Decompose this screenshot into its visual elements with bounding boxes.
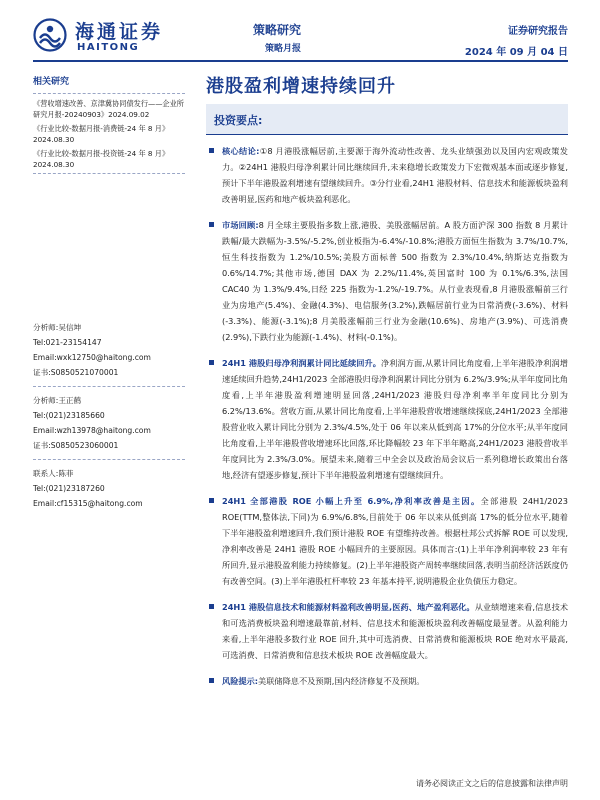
company-logo bbox=[33, 16, 164, 56]
disclaimer-footer: 请务必阅读正文之后的信息披露和法律声明 bbox=[416, 779, 568, 788]
analyst-email[interactable]: Email:wzh13978@haitong.com bbox=[33, 426, 151, 435]
related-item[interactable]: 《营收增速改善、京津冀协同债发行——企业所研究月报-20240903》2024.09.02 bbox=[33, 99, 184, 119]
analyst-tel: Tel:(021)23185660 bbox=[33, 411, 105, 420]
bullet-heading: 24H1 全部港股 ROE 小幅上升至 6.9%,净利率改善是主因。 bbox=[222, 496, 481, 506]
bullet-heading: 24H1 港股信息技术和能源材料盈利改善明显,医药、地产盈利恶化。 bbox=[222, 602, 475, 612]
analyst-name: 分析师:吴信坤 bbox=[33, 323, 82, 332]
bullet-text: 美联储降息不及预期,国内经济修复不及预期。 bbox=[258, 676, 425, 686]
analyst-cert: 证书:S0850523060001 bbox=[33, 441, 119, 450]
bullet-net-profit bbox=[206, 355, 568, 483]
bullet-text: 从业绩增速来看,信息技术和可选消费板块盈利增速最靠前,材料、信息技术和能源板块盈利改善幅度最显著。从盈利能力来看,上半年港股多数行业 ROE 回升,其中可选消费、日常消费和能源板块 ROE 绝对水平最高,可选消费、日常消费和信息技术板块 ROE 改善幅度最大。 bbox=[222, 602, 569, 660]
report-title: 港股盈利增速持续回升 bbox=[206, 76, 396, 97]
haitong-logo-icon bbox=[33, 18, 67, 52]
investment-highlights-title: 投资要点: bbox=[214, 114, 263, 127]
related-item[interactable]: 《行业比较-数据月报-投资链-24 年 8 月》2024.08.30 bbox=[33, 149, 170, 169]
report-body bbox=[206, 143, 568, 699]
contact-email[interactable]: Email:cf15315@haitong.com bbox=[33, 499, 143, 508]
bullet-sectors bbox=[206, 599, 568, 663]
report-date: 2024 年 09 月 04 日 bbox=[464, 47, 568, 58]
bullet-text: 8 月全球主要股指多数上涨,港股、美股涨幅居前。A 股方面沪深 300 指数 8 月累计跌幅/最大跌幅为-3.5%/-5.2%,创业板指为-6.4%/-10.8%;港股方面恒生指数为 3.7%/10.7%,恒生科技指数为 1.2%/10.5%;美股方面标普 500 指数为 2.3%/10.4%,纳斯达克指数为 0.6%/14.7%;其他市场,德国 DAX 为 2.2%/11.4%,英国富时 100 为 0.1%/6.3%,法国 CAC40 为 1.3%/9.4%,日经 225 指数为-1.2%/-19.7%。从行业表现看,8 月港股涨幅前三行业为房地产(5.4%)、金融(4.3%)、电信服务(3.2%),跌幅居前行业为日常消费(-3.6%)、材料(-3.3%)、能源(-3.1%);8 月美股涨幅前三行业为金融(10.6%)、房地产(3.9%)、可选消费(2.9%),下跌行业为能源(-1.4%)、材料(-0.1%)。 bbox=[222, 220, 568, 342]
related-research bbox=[33, 74, 185, 178]
bullet-heading: 核心结论: bbox=[222, 146, 260, 156]
bullet-heading: 市场回顾: bbox=[222, 220, 259, 230]
bullet-text: 净利润方面,从累计同比角度看,上半年港股净利润增速延续回升趋势,24H1/2023 全部港股归母净利润累计同比分别为 6.2%/3.9%;从半年度同比角度看,上半年港股盈利增速明显回落,24H1/2023 港股归母净利率半年度同比分别为 6.2%/13.6%。营收方面,从累计同比角度看,上半年港股营收增速继续探底,24H1/2023 全部港股营业收入累计同比分别为 2.3%/4.5%,处于 06 年以来从低到高 17%的分位水平;从半年度同比角度看,上半年港股营收增速环比回落,环比降幅较 23 年下半年略高,24H1/2023 港股营收半年度同比为 2.3%/3.0%。展望未来,随着三中全会以及政治局会议后一系列稳增长政策出台落地,经济有望逐步修复,预计下半年港股盈利增速有望继续回升。 bbox=[222, 358, 568, 480]
report-type: 证券研究报告 bbox=[508, 26, 568, 37]
contact-tel: Tel:(021)23187260 bbox=[33, 484, 105, 493]
investment-highlights-header bbox=[206, 104, 568, 134]
bullet-risk bbox=[206, 673, 568, 689]
logo-english-name: HAITONG bbox=[77, 42, 140, 53]
investment-divider bbox=[206, 134, 568, 135]
bullet-text: ①8 月港股涨幅居前,主要源于海外流动性改善、龙头业绩强劲以及国内宏观政策发力。②24H1 港股归母净利累计同比继续回升,未来稳增长政策发力下宏微观基本面或逐步修复,预计下半年港股盈利增速有望继续回升。③分行业看,24H1 港股材料、信息技术和能源板块盈利改善明显,医药和地产板块盈利恶化。 bbox=[222, 146, 568, 204]
analyst-tel: Tel:021-23154147 bbox=[33, 338, 102, 347]
divider bbox=[33, 93, 185, 94]
divider bbox=[33, 173, 185, 174]
related-item[interactable]: 《行业比较-数据月报-消费链-24 年 8 月》2024.08.30 bbox=[33, 124, 170, 144]
bullet-text: 全部港股 24H1/2023 ROE(TTM,整体法,下同)为 6.9%/6.8%,目前处于 06 年以来从低到高 17%的低分位水平,随着下半年港股盈利增速回升,我们预计港股 ROE 有望维持改善。根据杜邦公式拆解 ROE 可以发现,净利率改善是 24H1 港股 ROE 小幅回升的主要原因。具体而言:(1)上半年净利润率较 23 年有所回升,显示港股盈利能力持续修复。(2)上半年港股资产周转率继续回落,表明当前经济活跃度仍有改善空间。(3)上半年港股杠杆率较 23 年基本持平,说明港股企业负债压力稳定。 bbox=[222, 496, 568, 586]
analyst-email[interactable]: Email:wxk12750@haitong.com bbox=[33, 353, 151, 362]
bullet-market-review bbox=[206, 217, 568, 345]
analyst-contacts bbox=[33, 318, 185, 521]
bullet-roe bbox=[206, 493, 568, 589]
bullet-core-conclusion bbox=[206, 143, 568, 207]
logo-chinese-name: 海通证券 bbox=[75, 21, 164, 43]
analyst-card bbox=[33, 318, 185, 387]
contact-name: 联系人:陈菲 bbox=[33, 469, 74, 478]
analyst-name: 分析师:王正鹤 bbox=[33, 396, 82, 405]
related-research-title: 相关研究 bbox=[33, 77, 70, 87]
report-category: 策略研究 bbox=[253, 23, 302, 37]
report-subcategory: 策略月报 bbox=[265, 44, 302, 54]
contact-card bbox=[33, 464, 185, 517]
analyst-cert: 证书:S0850521070001 bbox=[33, 368, 119, 377]
bullet-heading: 风险提示: bbox=[222, 676, 259, 686]
bullet-heading: 24H1 港股归母净利润累计同比延续回升。 bbox=[222, 358, 382, 368]
analyst-card bbox=[33, 391, 185, 460]
header-divider bbox=[33, 60, 568, 62]
